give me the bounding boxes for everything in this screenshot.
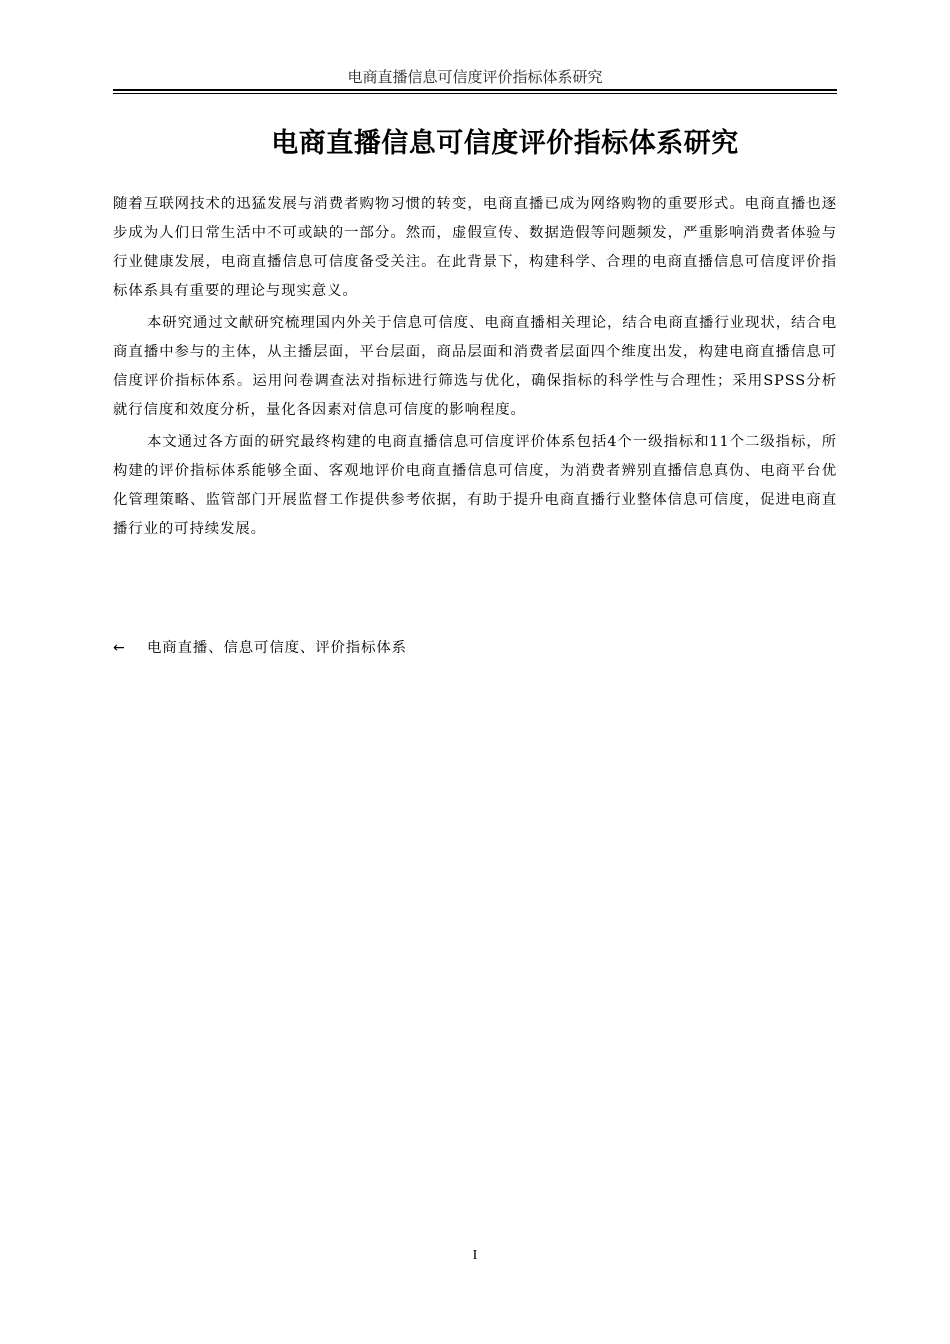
abstract-body: [113, 190, 837, 547]
header-rule-thick: [113, 89, 837, 91]
keywords-text: 电商直播、信息可信度、评价指标体系: [147, 640, 407, 656]
paper-title: 电商直播信息可信度评价指标体系研究: [271, 128, 739, 159]
abstract-paragraph-1: 随着互联网技术的迅猛发展与消费者购物习惯的转变，电商直播已成为网络购物的重要形式。电商直播也逐步成为人们日常生活中不可或缺的一部分。然而，虚假宣传、数据造假等问题频发，严重影响消费者体验与行业健康发展，电商直播信息可信度备受关注。在此背景下，构建科学、合理的电商直播信息可信度评价指标体系具有重要的理论与现实意义。: [113, 196, 837, 299]
left-arrow-icon: ←: [113, 640, 126, 656]
header-rule-thin: [113, 93, 837, 94]
abstract-paragraph-3: 本文通过各方面的研究最终构建的电商直播信息可信度评价体系包括4个一级指标和11个二级指标，所构建的评价指标体系能够全面、客观地评价电商直播信息可信度，为消费者辨别直播信息真伪、电商平台优化管理策略、监管部门开展监督工作提供参考依据，有助于提升电商直播行业整体信息可信度，促进电商直播行业的可持续发展。: [113, 434, 837, 537]
abstract-paragraph-2: 本研究通过文献研究梳理国内外关于信息可信度、电商直播相关理论，结合电商直播行业现状，结合电商直播中参与的主体，从主播层面，平台层面，商品层面和消费者层面四个维度出发，构建电商直播信息可信度评价指标体系。运用问卷调查法对指标进行筛选与优化，确保指标的科学性与合理性；采用SPSS分析就行信度和效度分析，量化各因素对信息可信度的影响程度。: [113, 315, 837, 418]
running-header: 电商直播信息可信度评价指标体系研究: [347, 68, 603, 86]
page-number: I: [472, 1248, 478, 1263]
keywords-line: [113, 634, 837, 663]
